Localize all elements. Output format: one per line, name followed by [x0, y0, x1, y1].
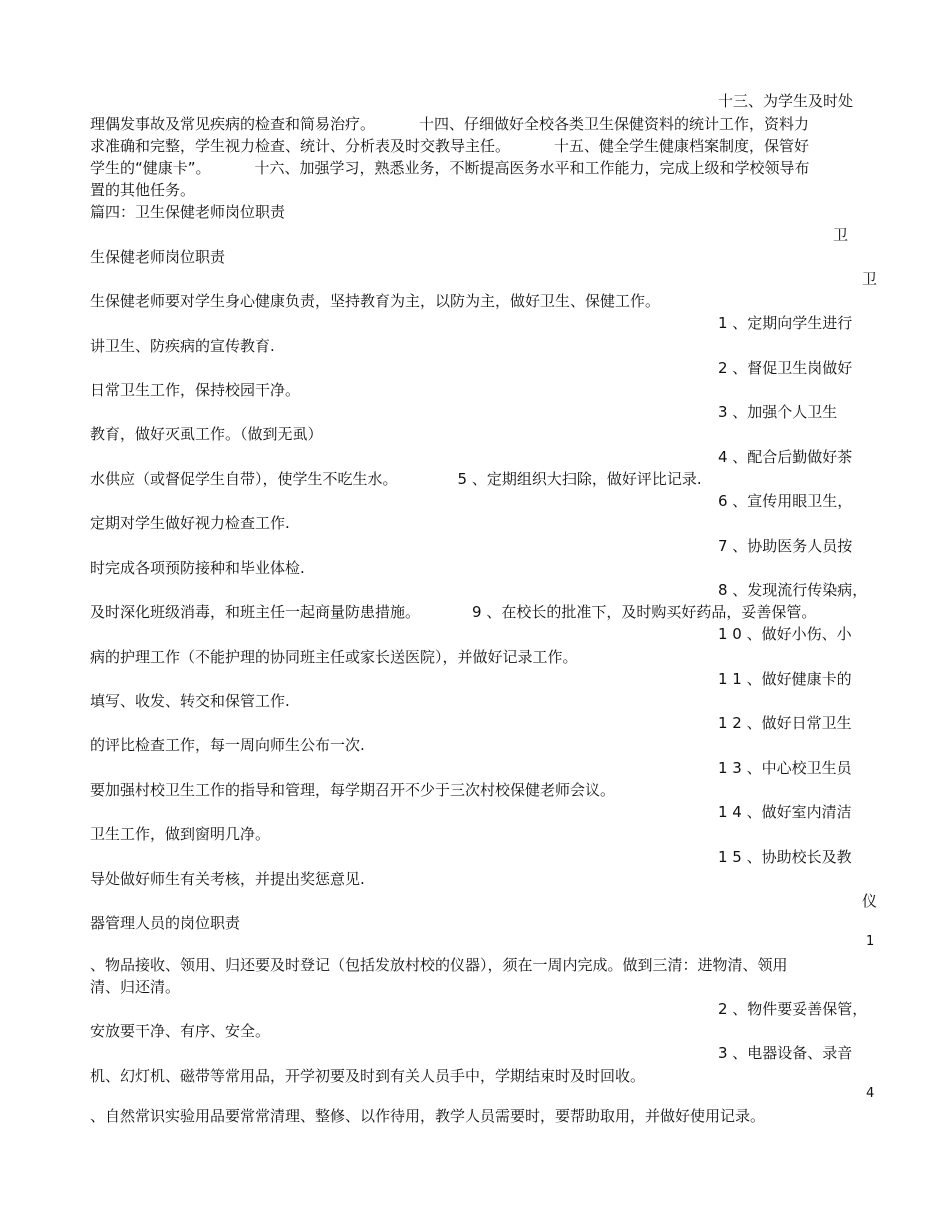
text-line: 6 、宣传用眼卫生， — [718, 492, 853, 510]
text-line: 3 、电器设备、录音 — [718, 1044, 853, 1062]
text-line: 病的护理工作（不能护理的协同班主任或家长送医院），并做好记录工作。 — [90, 648, 578, 666]
text-line: 要加强村校卫生工作的指导和管理，每学期召开不少于三次村校保健老师会议。 — [90, 781, 616, 799]
text-line: 1 0 、做好小伤、小 — [718, 625, 852, 643]
list-number: 1 — [866, 934, 875, 949]
text-line: 1 2 、做好日常卫生 — [718, 714, 852, 732]
text-line: 、物品接收、领用、归还要及时登记（包括发放村校的仪器），须在一周内完成。做到三清：进物清、领用 — [90, 956, 788, 974]
text-line: 4 、配合后勤做好茶 — [718, 448, 853, 466]
text-line: 卫 — [833, 226, 849, 244]
text-segment: 十六、加强学习，熟悉业务，不断提高医务水平和工作能力，完成上级和学校领导布 — [254, 159, 810, 177]
text-segment: 及时深化班级消毒，和班主任一起商量防患措施。 — [90, 603, 421, 621]
section-heading: 器管理人员的岗位职责 — [90, 914, 241, 932]
text-segment: 水供应（或督促学生自带），使学生不吃生水。 — [90, 470, 398, 488]
text-line: 置的其他任务。 — [90, 181, 196, 199]
text-line: 十三、为学生及时处 — [718, 92, 854, 110]
text-line — [90, 469, 702, 489]
text-line: 3 、加强个人卫生 — [718, 403, 838, 421]
text-line: 2 、物件要妥善保管， — [718, 1000, 868, 1018]
text-segment: 9 、在校长的批准下，及时购买好药品，妥善保管。 — [472, 603, 817, 621]
text-line: 生保健老师要对学生身心健康负责，坚持教育为主，以防为主，做好卫生、保健工作。 — [90, 292, 661, 310]
text-line: 生保健老师岗位职责 — [90, 248, 226, 266]
text-line: 的评比检查工作，每一周向师生公布一次. — [90, 736, 365, 754]
list-number: 4 — [866, 1086, 875, 1101]
text-line: 仪 — [862, 892, 878, 910]
text-line: 1 、定期向学生进行 — [718, 314, 853, 332]
text-line: 、自然常识实验用品要常常清理、整修、以作待用，教学人员需要时，要帮助取用，并做好使用记录。 — [90, 1107, 766, 1125]
text-line: 1 3 、中心校卫生员 — [718, 759, 852, 777]
text-line: 卫生工作，做到窗明几净。 — [90, 825, 271, 843]
text-line: 清、归还清。 — [90, 978, 181, 996]
text-line: 定期对学生做好视力检查工作. — [90, 514, 290, 532]
text-segment: 理偶发事故及常见疾病的检查和简易治疗。 — [90, 115, 376, 133]
text-line: 1 1 、做好健康卡的 — [718, 670, 852, 688]
text-line: 教育，做好灭虱工作。（做到无虱） — [90, 425, 323, 443]
text-line: 机、幻灯机、磁带等常用品，开学初要及时到有关人员手中，学期结束时及时回收。 — [90, 1067, 646, 1085]
section-heading: 篇四：卫生保健老师岗位职责 — [90, 203, 286, 221]
text-line: 导处做好师生有关考核，并提出奖惩意见. — [90, 870, 365, 888]
text-line: 8 、发现流行传染病， — [718, 581, 868, 599]
text-segment: 十五、健全学生健康档案制度，保管好 — [554, 137, 810, 155]
text-line: 7 、协助医务人员按 — [718, 537, 853, 555]
text-line: 2 、督促卫生岗做好 — [718, 359, 853, 377]
text-segment: 学生的“健康卡”。 — [90, 159, 211, 177]
text-segment: 十四、仔细做好全校各类卫生保健资料的统计工作，资料力 — [419, 115, 810, 133]
text-segment: 求准确和完整，学生视力检查、统计、分析表及时交教导主任。 — [90, 137, 511, 155]
text-line: 填写、收发、转交和保管工作. — [90, 692, 290, 710]
text-line: 讲卫生、防疾病的宣传教育. — [90, 337, 275, 355]
text-line — [90, 114, 809, 134]
text-line: 1 4 、做好室内清洁 — [718, 803, 852, 821]
text-line — [90, 158, 810, 178]
text-line: 1 5 、协助校长及教 — [718, 848, 852, 866]
text-line: 时完成各项预防接种和毕业体检. — [90, 559, 305, 577]
text-line: 安放要干净、有序、安全。 — [90, 1022, 271, 1040]
text-line — [90, 602, 816, 622]
text-line: 卫 — [862, 270, 878, 288]
text-line — [90, 136, 809, 156]
text-segment: 5 、定期组织大扫除，做好评比记录. — [457, 470, 702, 488]
text-line: 日常卫生工作，保持校园干净。 — [90, 381, 301, 399]
